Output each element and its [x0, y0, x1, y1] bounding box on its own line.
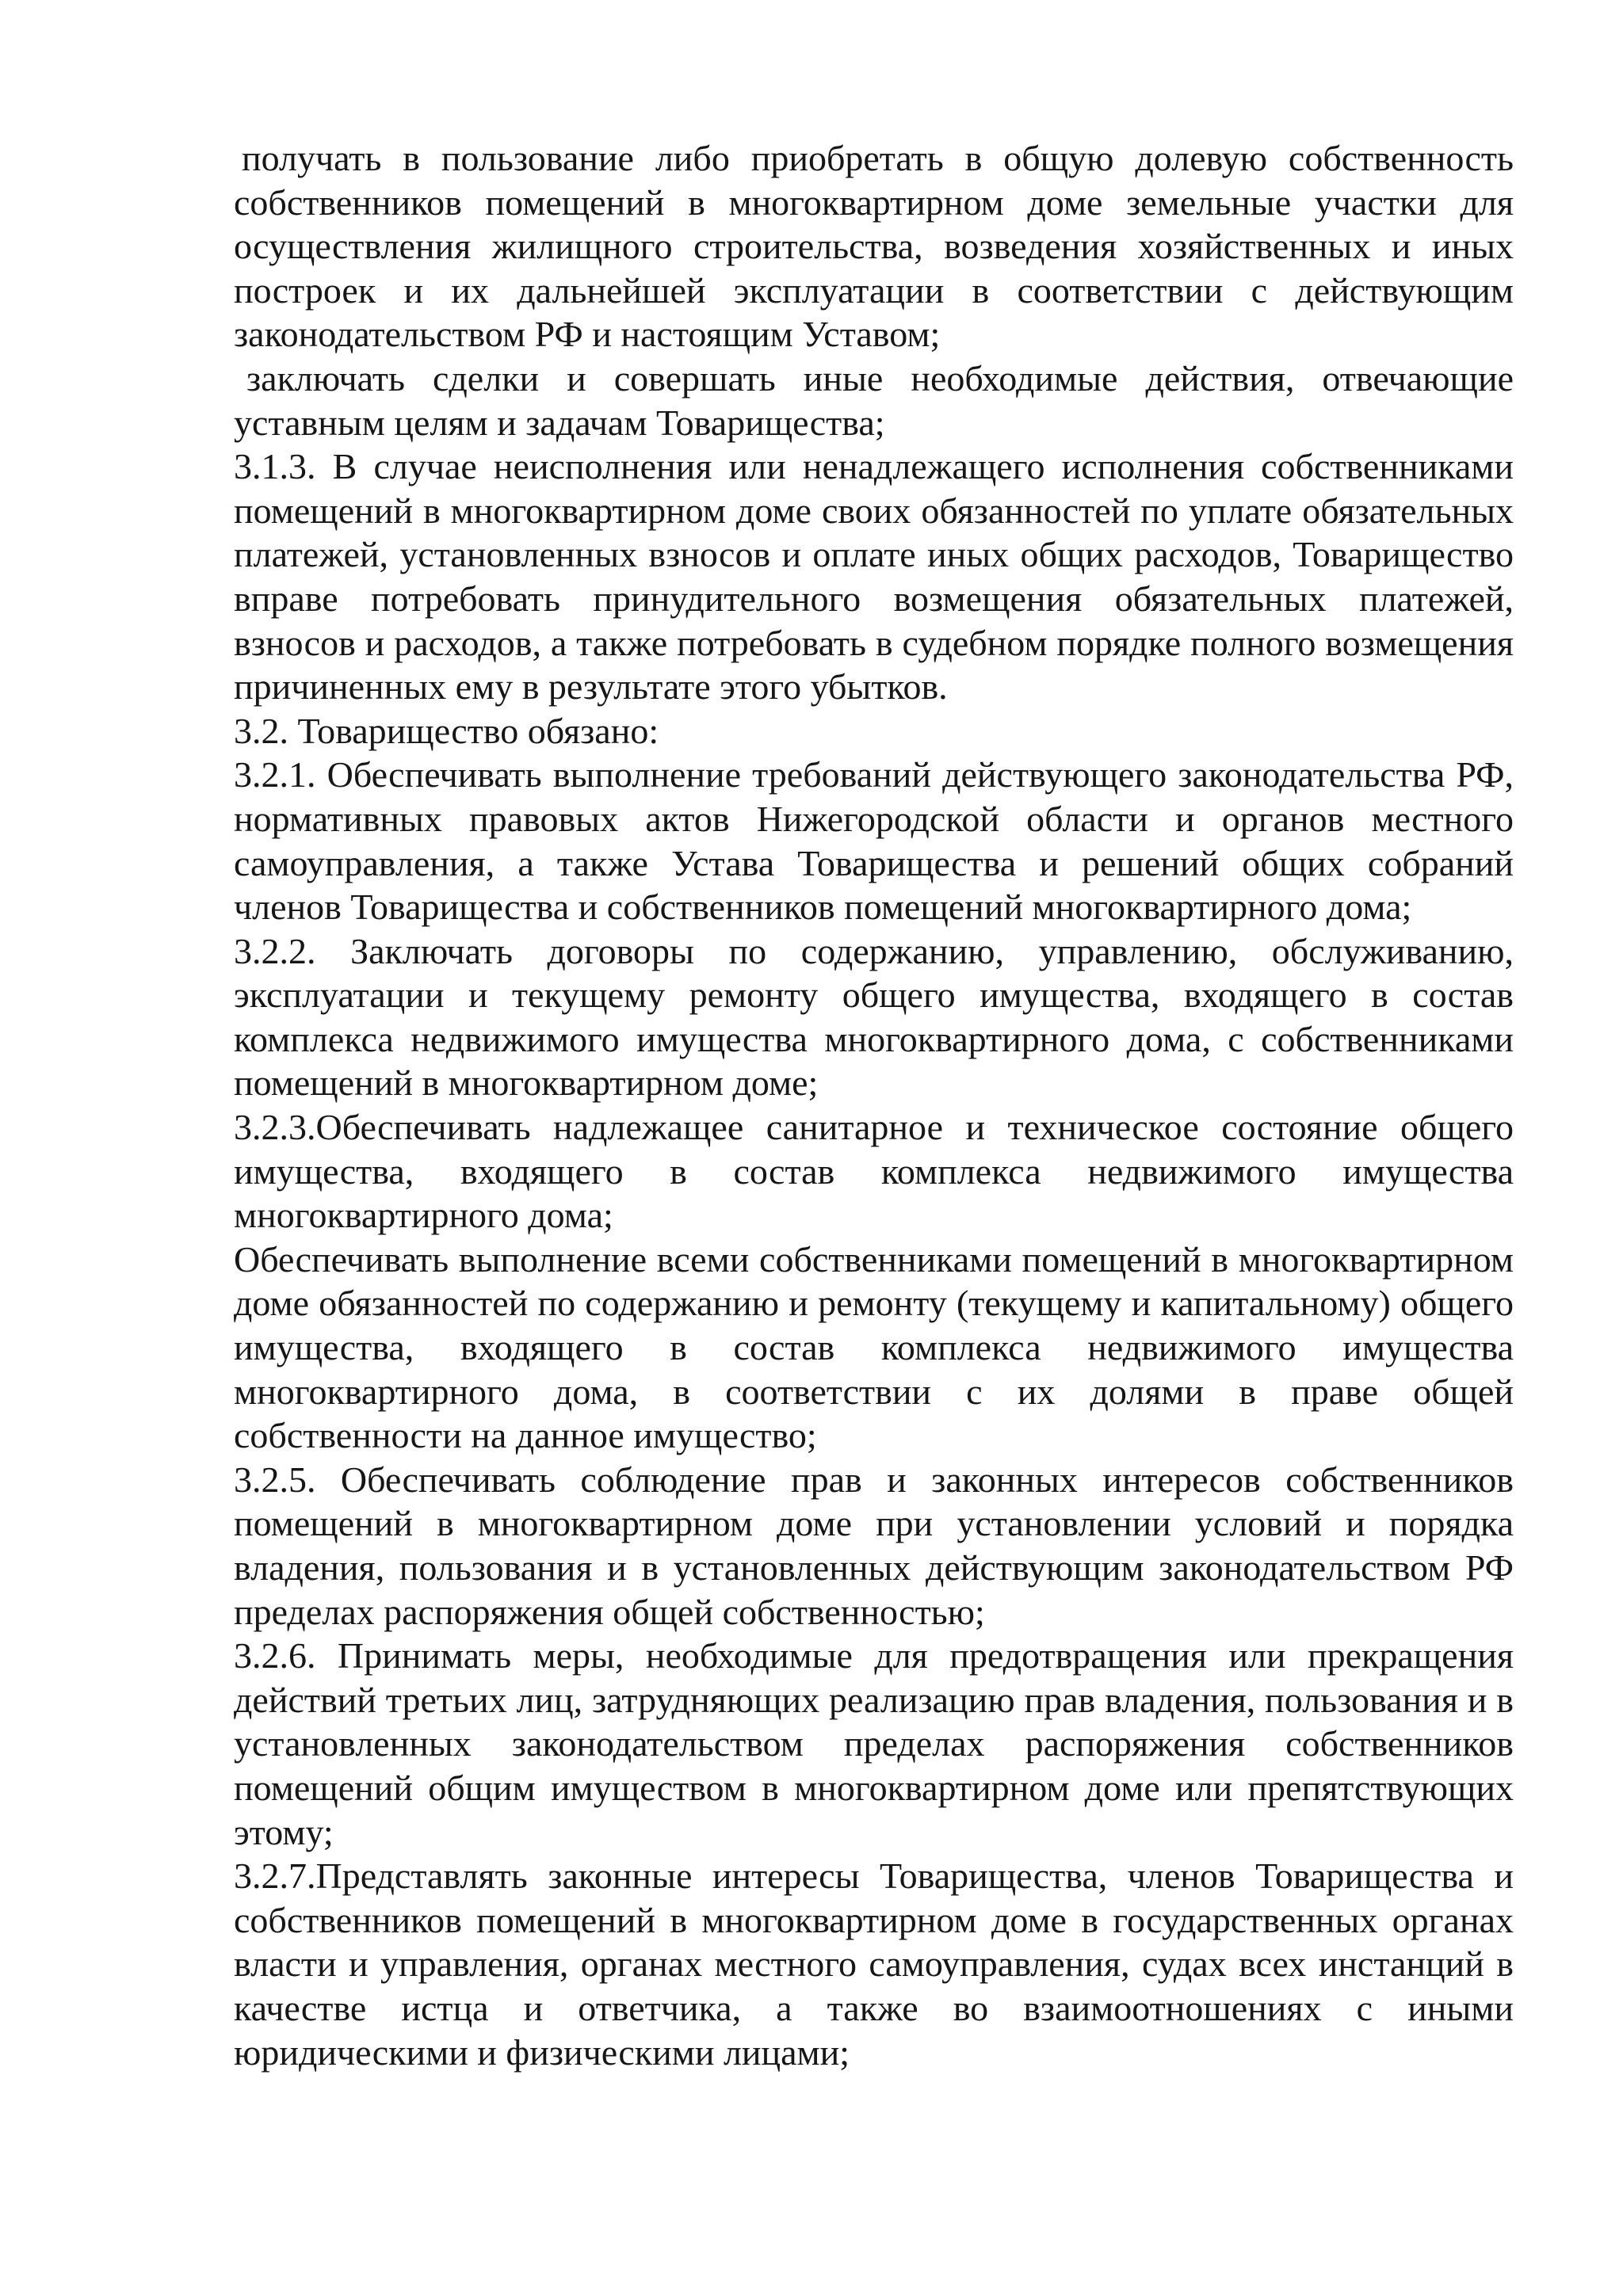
paragraph-3-2-6: 3.2.6. Принимать меры, необходимые для предотвращения или прекращения действий третьих лиц, затрудняющих реализацию прав владения, пользования и в установленных законодательством пределах распоряжения собственников помещений общим имуществом в многоквартирном доме или препятствующих этому; — [234, 1635, 1514, 1852]
paragraph-3-2-3: 3.2.3.Обеспечивать надлежащее санитарное и техническое состояние общего имущества, входящего в состав комплекса недвижимого имущества многоквартирного дома; — [234, 1107, 1514, 1236]
paragraph-3-2-1: 3.2.1. Обеспечивать выполнение требований действующего законодательства РФ, нормативных правовых актов Нижегородской области и органов местного самоуправления, а также Устава Товарищества и решений общих собраний членов Товарищества и собственников помещений многоквартирного дома; — [234, 754, 1514, 928]
paragraph-3-2-2: 3.2.2. Заключать договоры по содержанию, управлению, обслуживанию, эксплуатации и текущему ремонту общего имущества, входящего в состав комплекса недвижимого имущества многоквартирного дома, с собственниками помещений в многоквартирном доме; — [234, 930, 1514, 1104]
paragraph-3-2-heading: 3.2. Товарищество обязано: — [234, 710, 659, 751]
paragraph-maintenance-duties: Обеспечивать выполнение всеми собственниками помещений в многоквартирном доме обязанностей по содержанию и ремонту (текущему и капитальному) общего имущества, входящего в состав комплекса недвижимого имущества многоквартирного дома, в соответствии с их долями в праве общей собственности на данное имущество; — [234, 1238, 1514, 1456]
paragraph-transactions: заключать сделки и совершать иные необходимые действия, отвечающие уставным целям и задачам Товарищества; — [234, 357, 1514, 443]
paragraph-3-2-5: 3.2.5. Обеспечивать соблюдение прав и законных интересов собственников помещений в многоквартирном доме при установлении условий и порядка владения, пользования и в установленных действующим законодательством РФ пределах распоряжения общей собственностью; — [234, 1459, 1514, 1632]
paragraph-3-2-7: 3.2.7.Представлять законные интересы Товарищества, членов Товарищества и собственников помещений в многоквартирном доме в государственных органах власти и управления, органах местного самоуправления, судах всех инстанций в качестве истца и ответчика, а также во взаимоотношениях с иными юридическими и физическими лицами; — [234, 1855, 1514, 2073]
paragraph-land-acquisition: получать в пользование либо приобретать в общую долевую собственность собственников помещений в многоквартирном доме земельные участки для осуществления жилищного строительства, возведения хозяйственных и иных построек и их дальнейшей эксплуатации в соответствии с действующим законодательством РФ и настоящим Уставом; — [234, 138, 1514, 355]
document-page — [234, 136, 1514, 2074]
paragraph-3-1-3: 3.1.3. В случае неисполнения или ненадлежащего исполнения собственниками помещений в многоквартирном доме своих обязанностей по уплате обязательных платежей, установленных взносов и оплате иных общих расходов, Товарищество вправе потребовать принудительного возмещения обязательных платежей, взносов и расходов, а также потребовать в судебном порядке полного возмещения причиненных ему в результате этого убытков. — [234, 446, 1514, 707]
